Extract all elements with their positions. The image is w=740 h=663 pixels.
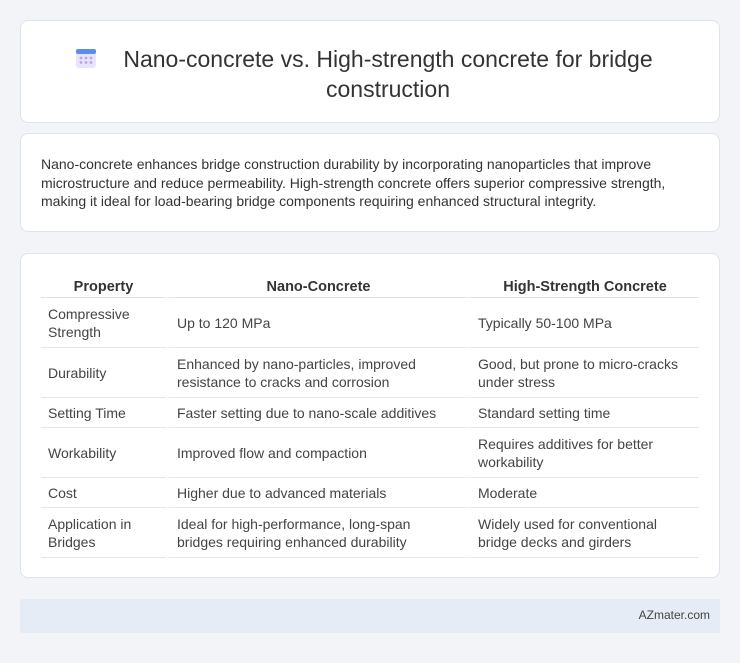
cell-high-strength: Requires additives for better workability [467, 428, 699, 478]
cell-high-strength: Widely used for conventional bridge decks and girders [467, 508, 699, 558]
intro-text: Nano-concrete enhances bridge construction durability by incorporating nanoparticles that improve microstructure and reduce permeability. High-strength concrete offers superior compressive strength, making it ideal for load-bearing bridge components requiring enhanced structural integrity. [41, 156, 666, 209]
table-row [41, 348, 699, 398]
header-high-strength-concrete: High-Strength Concrete [467, 274, 699, 298]
comparison-card [20, 253, 720, 578]
cell-property: Application in Bridges [41, 508, 166, 558]
cell-nano: Up to 120 MPa [166, 298, 467, 348]
cell-high-strength: Standard setting time [467, 398, 699, 428]
title-card [20, 20, 720, 123]
intro-card [20, 133, 720, 232]
cell-property: Setting Time [41, 398, 166, 428]
table-row [41, 398, 699, 428]
cell-nano: Improved flow and compaction [166, 428, 467, 478]
cell-high-strength: Moderate [467, 478, 699, 508]
cell-property: Compressive Strength [41, 298, 166, 348]
footer [20, 599, 720, 633]
cell-high-strength: Typically 50-100 MPa [467, 298, 699, 348]
cell-high-strength: Good, but prone to micro-cracks under stress [467, 348, 699, 398]
footer-brand[interactable]: AZmater.com [638, 608, 710, 622]
cell-nano: Higher due to advanced materials [166, 478, 467, 508]
cell-property: Workability [41, 428, 166, 478]
page-title: Nano-concrete vs. High-strength concrete for bridge construction [123, 46, 653, 102]
cell-nano: Ideal for high-performance, long-span bridges requiring enhanced durability [166, 508, 467, 558]
cell-nano: Enhanced by nano-particles, improved resistance to cracks and corrosion [166, 348, 467, 398]
header-nano-concrete: Nano-Concrete [166, 274, 467, 298]
table-row [41, 428, 699, 478]
cell-nano: Faster setting due to nano-scale additives [166, 398, 467, 428]
table-row [41, 298, 699, 348]
header-property: Property [41, 274, 166, 298]
table-row [41, 478, 699, 508]
comparison-table [41, 274, 699, 558]
table-row [41, 508, 699, 558]
cell-property: Durability [41, 348, 166, 398]
cell-property: Cost [41, 478, 166, 508]
table-header-row [41, 274, 699, 298]
